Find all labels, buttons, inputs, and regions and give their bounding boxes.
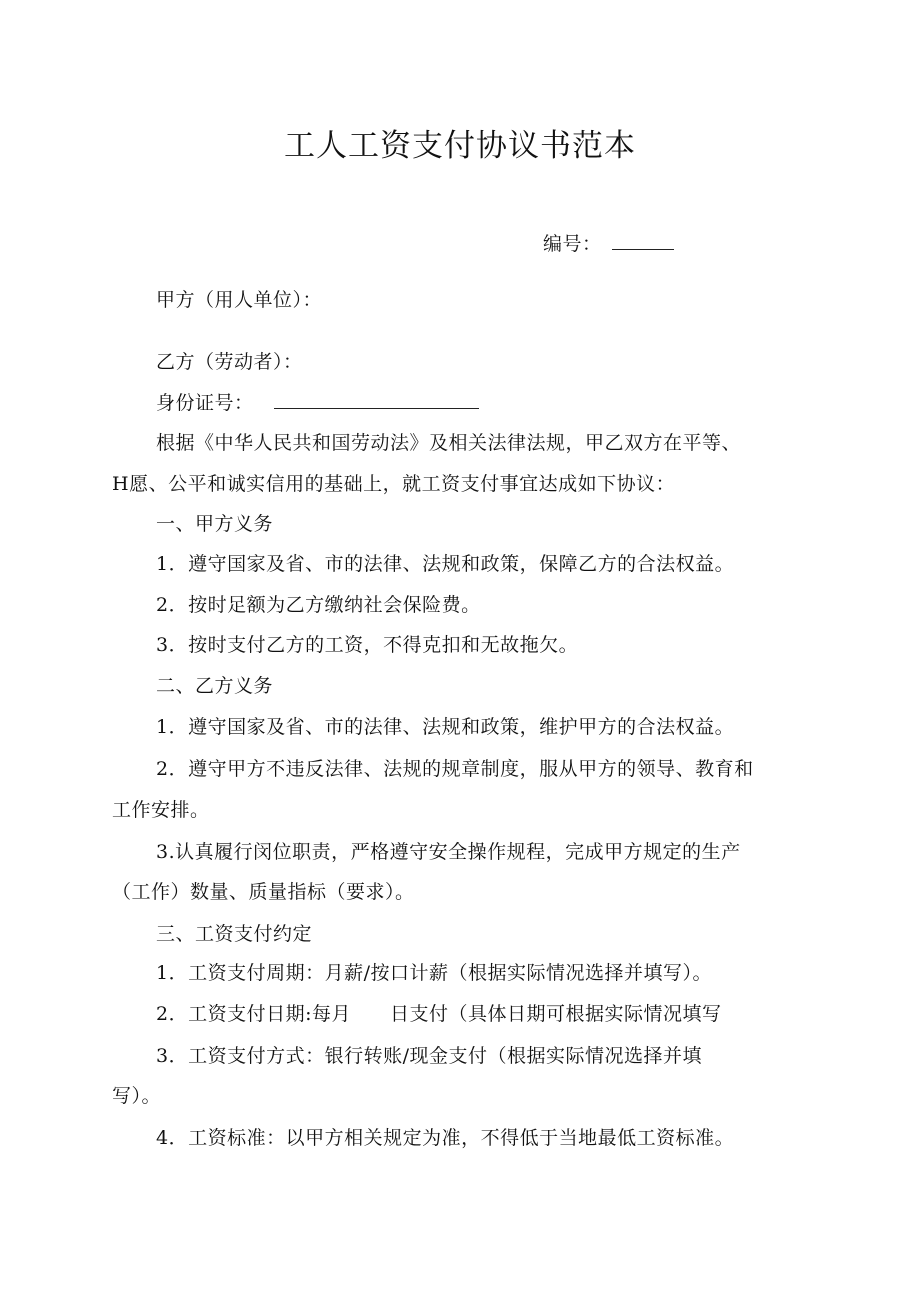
- id-number-label: 身份证号：: [156, 392, 254, 414]
- clause-line: 2．按时足额为乙方缴纳社会保险费。: [156, 594, 481, 616]
- id-number-blank: [274, 390, 479, 409]
- section-heading-wage-payment: 三、工资支付约定: [156, 923, 313, 945]
- number-blank: [612, 231, 674, 250]
- id-number-row: [156, 390, 479, 415]
- party-a-label: 甲方（用人单位）：: [156, 289, 323, 311]
- clause-line: 1．遵守国家及省、市的法律、法规和政策，维护甲方的合法权益。: [156, 716, 735, 738]
- preamble-line: H愿、公平和诚实信用的基础上，就工资支付事宜达成如下协议：: [112, 473, 676, 495]
- clause-line: 1．遵守国家及省、市的法律、法规和政策，保障乙方的合法权益。: [156, 553, 735, 575]
- clause-line: 写）。: [112, 1085, 162, 1107]
- party-b-label: 乙方（劳动者）：: [156, 351, 303, 373]
- section-heading-party-b-duties: 二、乙方义务: [156, 675, 274, 697]
- section-heading-party-a-duties: 一、甲方义务: [156, 513, 274, 535]
- number-label: 编号：: [543, 233, 602, 255]
- clause-line: 1．工资支付周期：月薪/按口计薪（根据实际情况选择并填写）。: [156, 962, 712, 984]
- document-title: 工人工资支付协议书范本: [284, 128, 636, 164]
- clause-line: 3.认真履行闵位职责，严格遵守安全操作规程，完成甲方规定的生产: [156, 841, 741, 863]
- clause-line: 工作安排。: [112, 799, 210, 821]
- clause-line: 3．按时支付乙方的工资，不得克扣和无故拖欠。: [156, 634, 579, 656]
- clause-line: 4．工资标准：以甲方相关规定为准，不得低于当地最低工资标准。: [156, 1127, 735, 1149]
- clause-line: 2．工资支付日期:每月 日支付（具体日期可根据实际情况填写: [156, 1003, 722, 1025]
- clause-line: （工作）数量、质量指标（要求）。: [112, 881, 415, 903]
- clause-line: 2．遵守甲方不违反法律、法规的规章制度，服从甲方的领导、教育和: [156, 758, 754, 780]
- document-number: [543, 231, 674, 256]
- clause-line: 3．工资支付方式：银行转账/现金支付（根据实际情况选择并填: [156, 1045, 702, 1067]
- preamble-line: 根据《中华人民共和国劳动法》及相关法律法规，甲乙双方在平等、: [156, 432, 742, 454]
